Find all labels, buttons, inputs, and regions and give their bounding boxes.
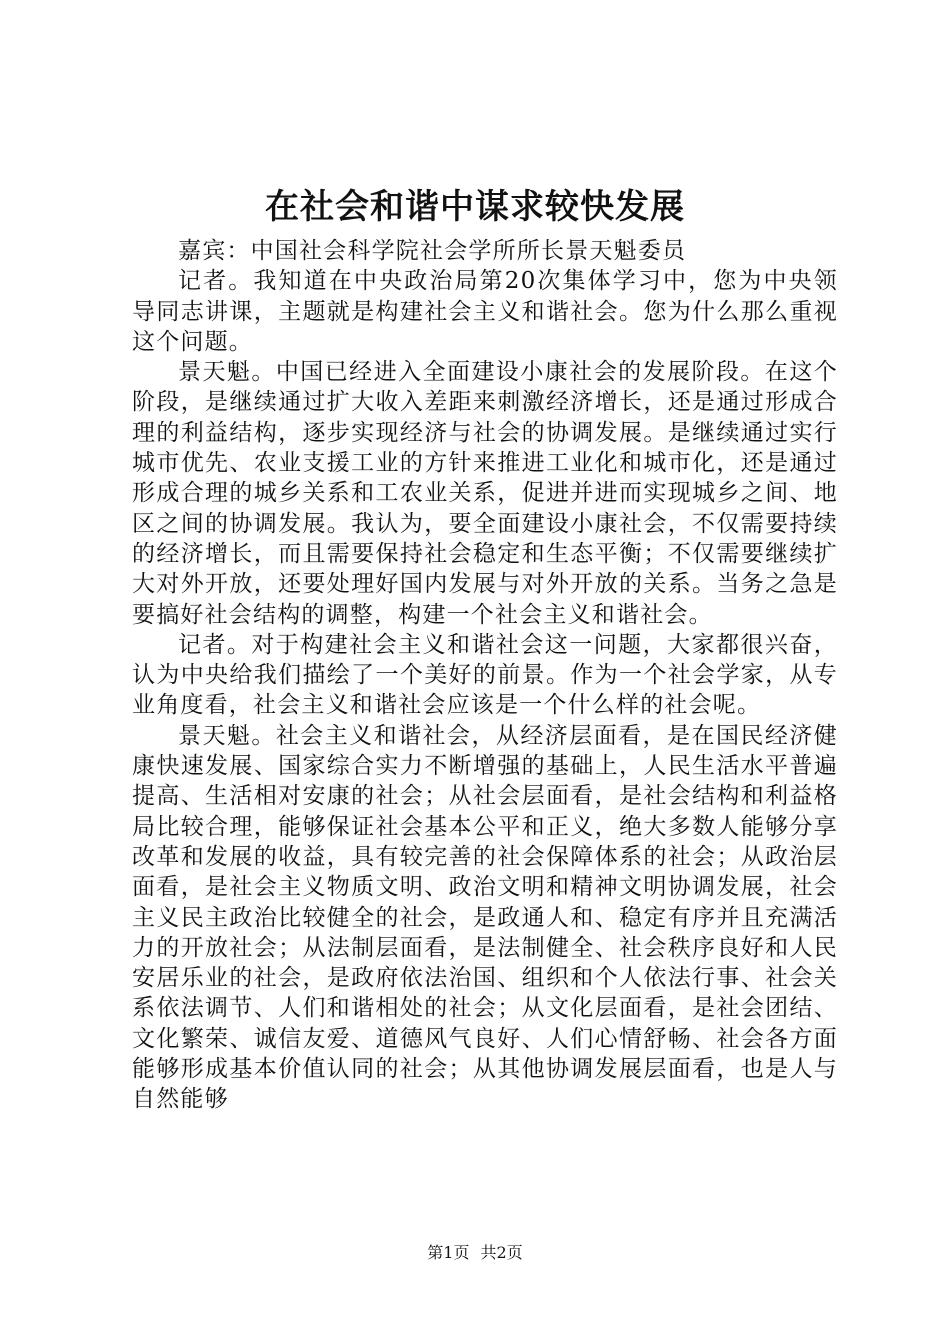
- page-footer: [0, 1242, 950, 1264]
- paragraph-answer-1: 景天魁。中国已经进入全面建设小康社会的发展阶段。在这个阶段，是继续通过扩大收入差距来刺激经济增长，还是通过形成合理的利益结构，逐步实现经济与社会的协调发展。是继续通过实行城市优先、农业支援工业的方针来推进工业化和城市化，还是通过形成合理的城乡关系和工农业关系，促进并进而实现城乡之间、地区之间的协调发展。我认为，要全面建设小康社会，不仅需要持续的经济增长，而且需要保持社会稳定和生态平衡；不仅需要继续扩大对外开放，还要处理好国内发展与对外开放的关系。当务之急是要搞好社会结构的调整，构建一个社会主义和谐社会。: [132, 359, 838, 628]
- document-title: 在社会和谐中谋求较快发展: [265, 187, 685, 227]
- paragraph-answer-2: 景天魁。社会主义和谐社会，从经济层面看，是在国民经济健康快速发展、国家综合实力不断增强的基础上，人民生活水平普遍提高、生活相对安康的社会；从社会层面看，是社会结构和利益格局比较合理，能够保证社会基本公平和正义，绝大多数人能够分享改革和发展的收益，具有较完善的社会保障体系的社会；从政治层面看，是社会主义物质文明、政治文明和精神文明协调发展，社会主义民主政治比较健全的社会，是政通人和、稳定有序并且充满活力的开放社会；从法制层面看，是法制健全、社会秩序良好和人民安居乐业的社会，是政府依法治国、组织和个人依法行事、社会关系依法调节、人们和谐相处的社会；从文化层面看，是社会团结、文化繁荣、诚信友爱、道德风气良好、人们心情舒畅、社会各方面能够形成基本价值认同的社会；从其他协调发展层面看，也是人与自然能够: [132, 722, 838, 1113]
- paragraph-reporter-question-1: 记者。我知道在中央政治局第20次集体学习中，您为中央领导同志讲课，主题就是构建社会主义和谐社会。您为什么那么重视这个问题。: [132, 268, 838, 355]
- paragraph-guest: 嘉宾：中国社会科学院社会学所所长景天魁委员: [178, 238, 687, 264]
- document-body: [132, 236, 838, 1115]
- paragraph-reporter-question-2: 记者。对于构建社会主义和谐社会这一问题，大家都很兴奋，认为中央给我们描绘了一个美好的前景。作为一个社会学家，从专业角度看，社会主义和谐社会应该是一个什么样的社会呢。: [132, 631, 838, 719]
- page-number-current: 第1页: [427, 1243, 470, 1262]
- page-number-total: 共2页: [480, 1243, 523, 1262]
